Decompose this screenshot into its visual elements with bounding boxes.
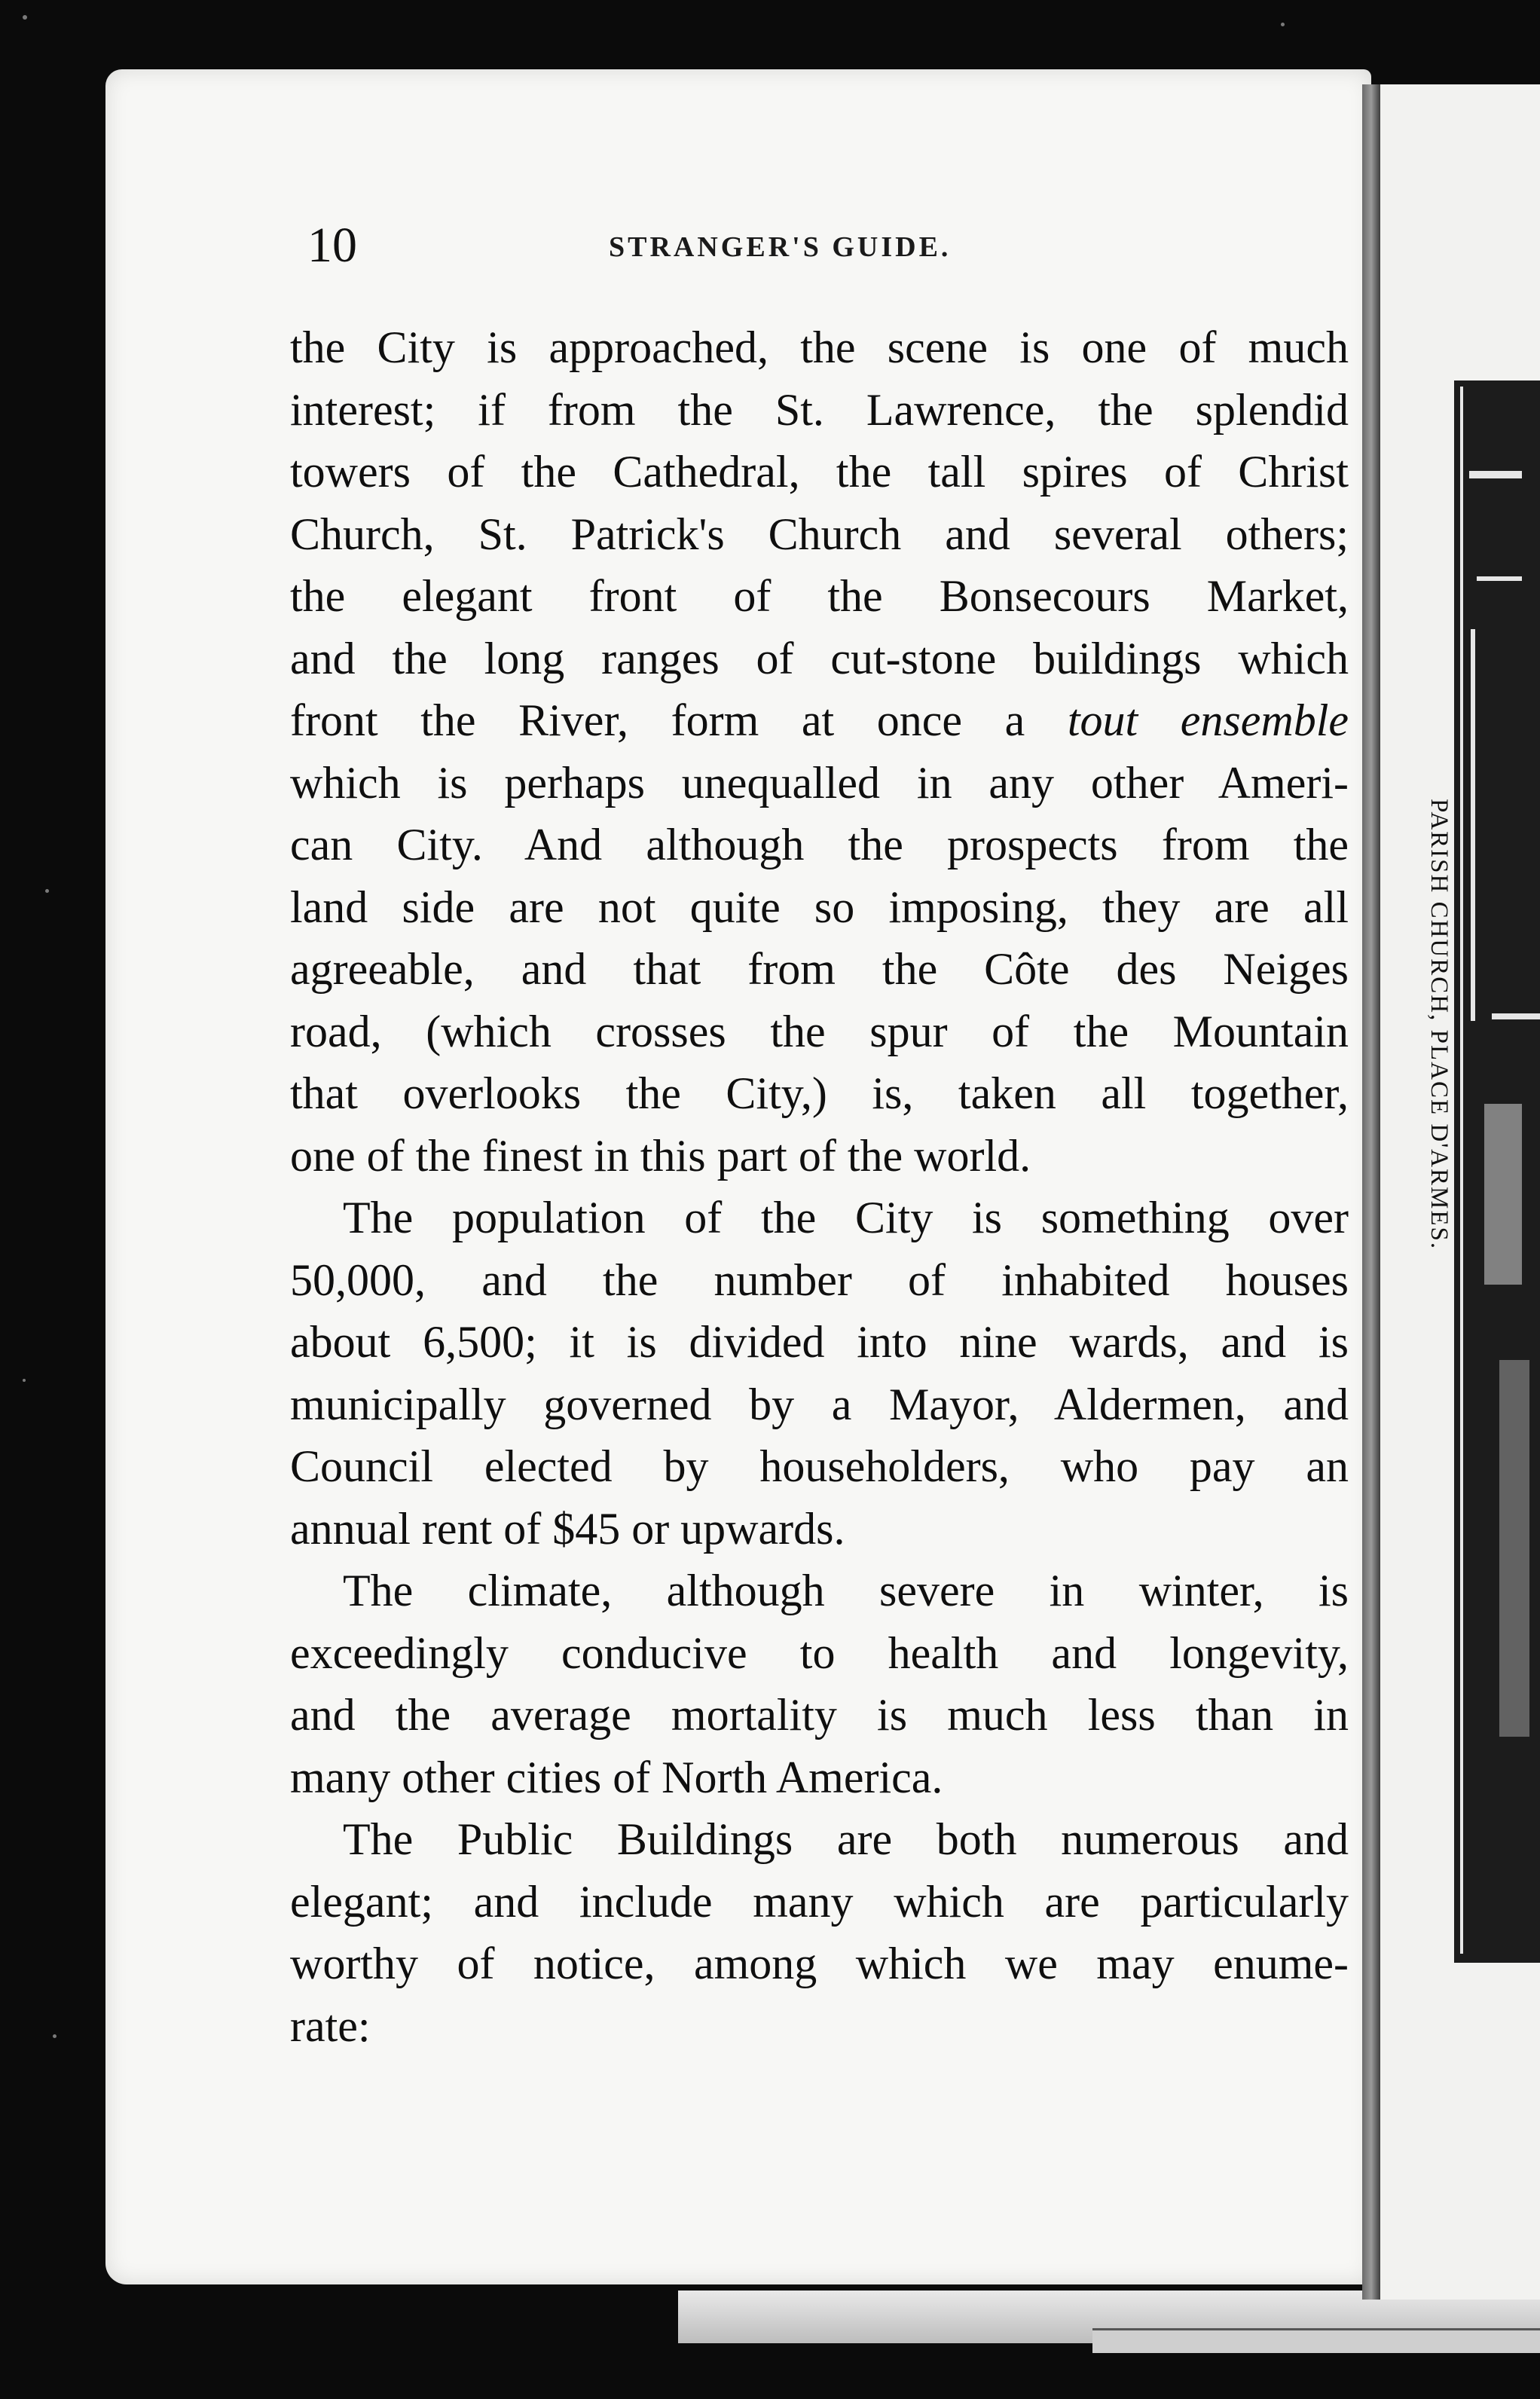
text-line: the elegant front of the Bonsecours Market, [290,571,1349,621]
scan-speck [53,2034,57,2038]
text-line: land side are not quite so imposing, they are all [290,882,1349,932]
text-line: which is perhaps unequalled in any other Ameri- [290,757,1349,808]
scan-speck [45,889,49,893]
plate-detail [1484,1104,1522,1285]
text-line: and the average mortality is much less than in [290,1690,1349,1740]
text-line: exceedingly conducive to health and longevity, [290,1627,1349,1678]
text-line [290,689,1349,752]
text-line: can City. And although the prospects from the [290,820,1349,869]
book-gutter [1362,84,1380,2300]
page-number: 10 [307,218,357,273]
page-edges-lower [1092,2328,1540,2353]
text-line: elegant; and include many which are particularly [290,1876,1349,1927]
text-line: Church, St. Patrick's Church and several others; [290,509,1349,559]
text-line: interest; if from the St. Lawrence, the splendid [290,384,1349,435]
engraving-plate [1454,380,1540,1963]
paragraph-start: The climate, although severe in winter, is [343,1566,1349,1615]
paragraph-start: The Public Buildings are both numerous and [343,1814,1349,1864]
body-text [290,316,1349,2057]
text-line: municipally governed by a Mayor, Aldermen, and [290,1379,1349,1429]
running-title: STRANGER'S GUIDE. [609,231,952,263]
text-line: rate: [290,2000,371,2051]
plate-detail [1477,576,1522,581]
text-line: worthy of notice, among which we may enume- [290,1939,1349,1988]
italic-phrase: tout ensemble [1067,695,1349,745]
running-head [301,217,1371,273]
text-line: many other cities of North America. [290,1752,943,1802]
plate-detail [1492,1013,1540,1019]
plate-detail [1499,1360,1529,1737]
text-line: that overlooks the City,) is, taken all together, [290,1068,1349,1118]
paragraph-start: The population of the City is something over [343,1193,1349,1242]
plate-border [1460,387,1463,1954]
text-line: agreeable, and that from the Côte des Neiges [290,944,1349,994]
plate-detail [1471,629,1475,1021]
plate-detail [1469,471,1522,478]
text-line: Council elected by householders, who pay an [290,1441,1349,1491]
text-line: and the long ranges of cut-stone buildings which [290,633,1349,683]
text-line: road, (which crosses the spur of the Mountain [290,1006,1349,1056]
text-line: 50,000, and the number of inhabited houses [290,1255,1349,1305]
scan-speck [23,1379,26,1382]
text-line: one of the finest in this part of the world. [290,1130,1031,1181]
plate-caption: PARISH CHURCH, PLACE D'ARMES. [1425,799,1453,1251]
text-line: annual rent of $45 or upwards. [290,1503,845,1554]
scan-speck [1281,23,1285,26]
scan-speck [23,15,27,20]
text-line: about 6,500; it is divided into nine wards, and is [290,1317,1349,1367]
text-line: the City is approached, the scene is one of much [290,322,1349,372]
text-line-start: front the River, form at once a [290,695,1068,745]
text-line: towers of the Cathedral, the tall spires of Christ [290,447,1349,497]
